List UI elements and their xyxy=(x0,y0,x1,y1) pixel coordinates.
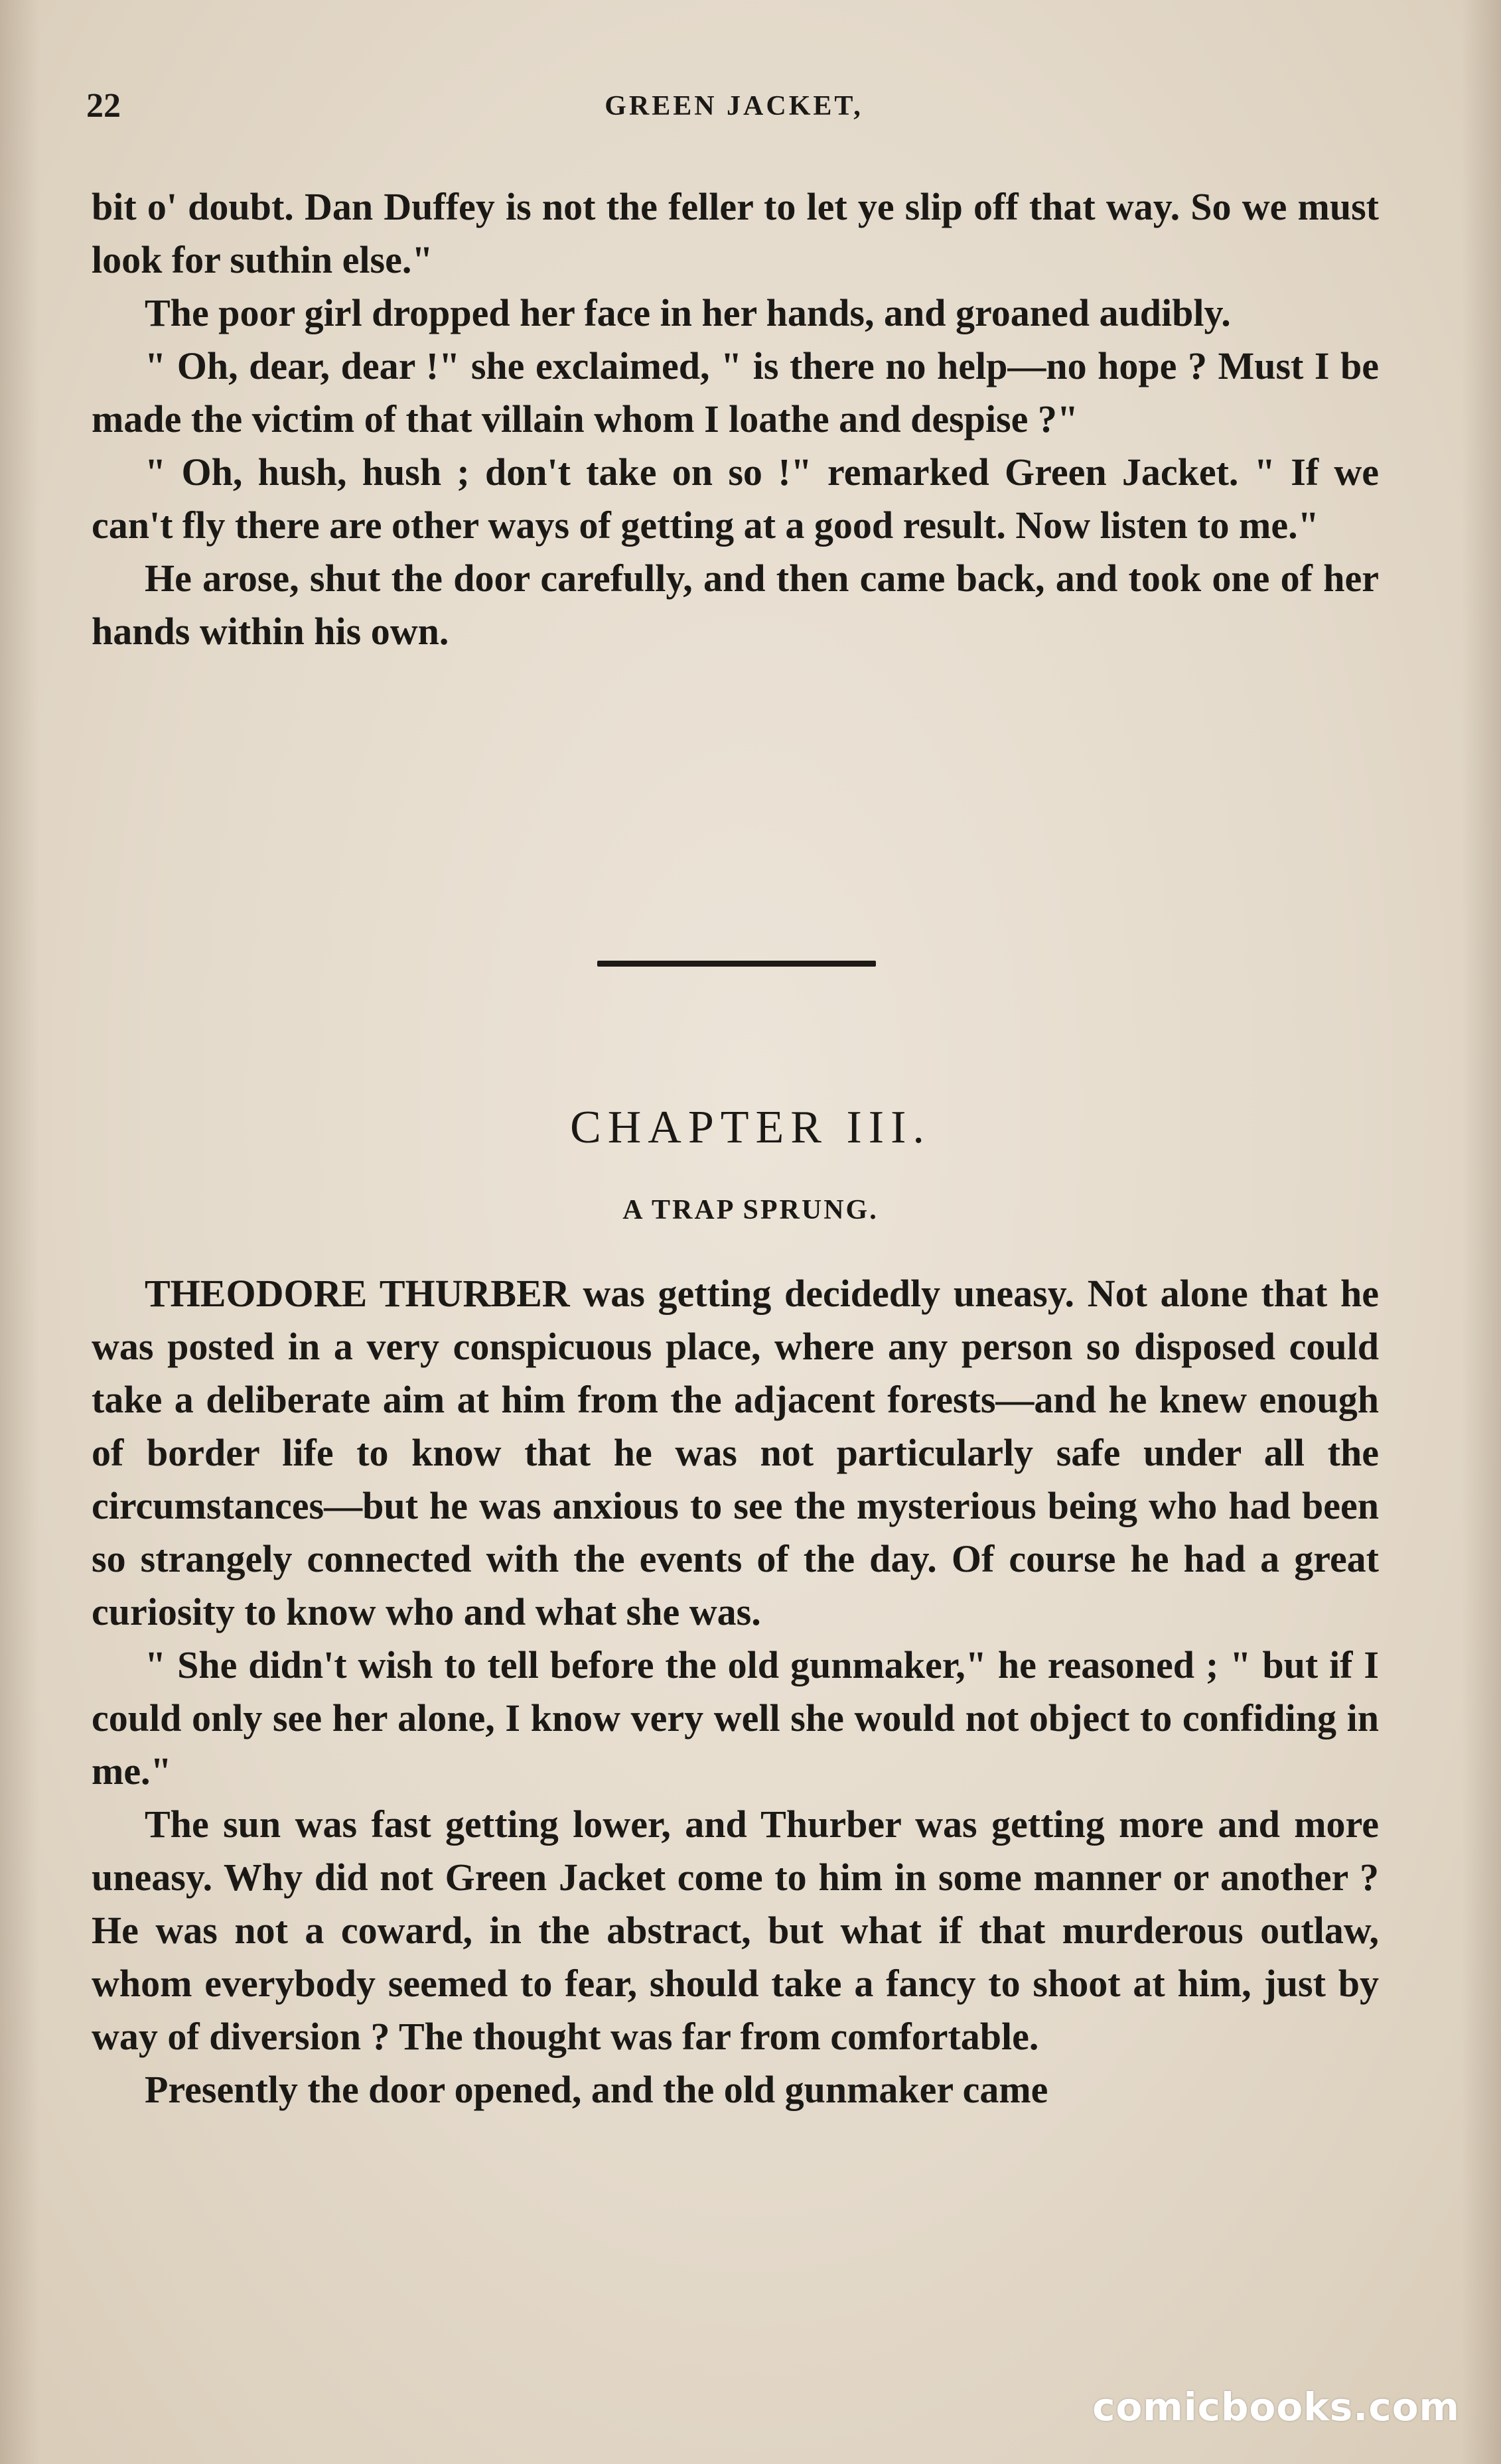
paragraph: He arose, shut the door carefully, and then came back, and took one of her hands within his own. xyxy=(92,557,1379,653)
page-number: 22 xyxy=(86,87,121,125)
paragraph: " She didn't wish to tell before the old gunmaker," he reasoned ; " but if I could only see her alone, I know very well she would not object to confiding in me." xyxy=(92,1643,1379,1793)
paragraph: Presently the door opened, and the old gunmaker came xyxy=(145,2068,1048,2111)
paragraph: " Oh, hush, hush ; don't take on so !" remarked Green Jacket. " If we can't fly there are other ways of getting at a good result. Now listen to me." xyxy=(92,450,1379,547)
site-watermark: comicbooks.com xyxy=(1092,2384,1460,2430)
running-title: GREEN JACKET, xyxy=(605,91,863,121)
chapter-subtitle: A TRAP SPRUNG. xyxy=(622,1195,879,1225)
section-one-text xyxy=(92,180,1379,658)
paragraph: " Oh, dear, dear !" she exclaimed, " is there no help—no hope ? Must I be made the victim of that villain whom I loathe and despise ?" xyxy=(92,344,1379,441)
section-divider-rule xyxy=(597,961,876,967)
paragraph: The sun was fast getting lower, and Thurber was getting more and more uneasy. Why did not Green Jacket come to him in some manner or another ? He was not a coward, in the abstract, but what if that murderous outlaw, whom everybody seemed to fear, should take a fancy to shoot at him, just by way of diversion ? The thought was far from comfortable. xyxy=(92,1803,1379,2058)
paragraph: The poor girl dropped her face in her hands, and groaned audibly. xyxy=(145,291,1231,334)
running-header xyxy=(86,86,1382,133)
paragraph: THEODORE THURBER was getting decidedly uneasy. Not alone that he was posted in a very conspicuous place, where any person so disposed could take a deliberate aim at him from the adjacent forests—and he knew enough of border life to know that he was not particularly safe under all the circumstances—but he was anxious to see the mysterious being who had been so strangely connected with the events of the day. Of course he had a great curiosity to know who and what she was. xyxy=(92,1272,1379,1633)
chapter-title: CHAPTER III. xyxy=(570,1102,931,1153)
paragraph: bit o' doubt. Dan Duffey is not the feller to let ye slip off that way. So we must look for suthin else." xyxy=(92,185,1379,281)
section-two-text xyxy=(92,1267,1379,2116)
page-edge-shadow-right xyxy=(1461,0,1501,2464)
page-edge-shadow-left xyxy=(0,0,40,2464)
